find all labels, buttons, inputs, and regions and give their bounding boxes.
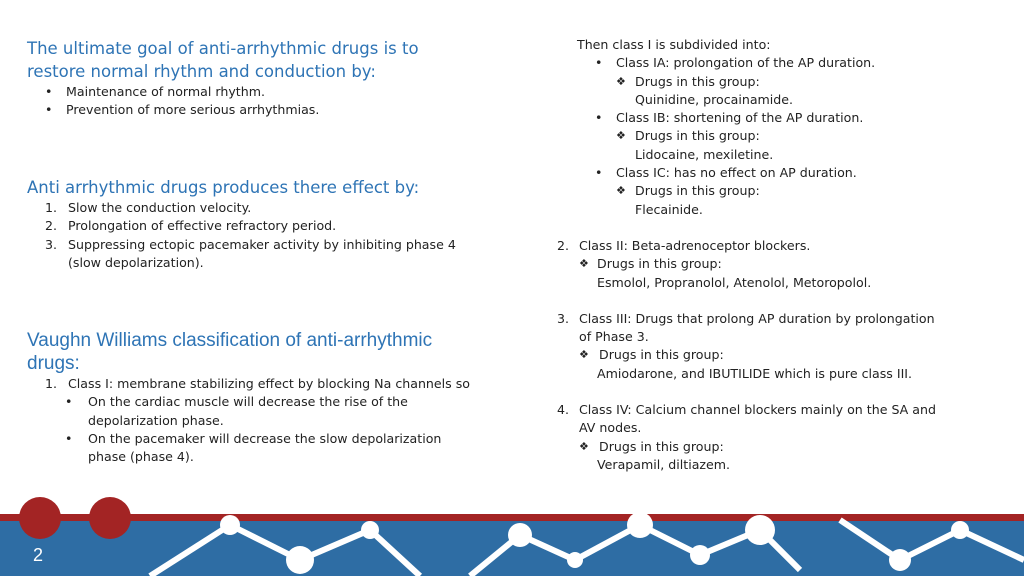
goal-heading: The ultimate goal of anti-arrhythmic drugs is to restore normal rhythm and conduction by: (27, 39, 419, 81)
vw-heading: Vaughn Williams classification of anti-arrhythmic drugs: (27, 330, 433, 374)
list-item: 3. Class III: Drugs that prolong AP duration by prolongation of Phase 3. ❖ Drugs in this group: Amiodarone, and IBUTILIDE which is pure class III. (557, 310, 935, 381)
list-item: • Prevention of more serious arrhythmias. (45, 101, 497, 119)
list-item: • Maintenance of normal rhythm. (45, 83, 497, 101)
bullet-dot-icon: • (65, 394, 73, 410)
network-node (508, 523, 532, 547)
network-node (627, 512, 653, 538)
list-item: 2. Prolongation of effective refractory period. (45, 218, 337, 234)
list-item: • On the pacemaker will decrease the slow depolarization phase (phase 4). (65, 430, 497, 467)
four-diamond-icon: ❖ (616, 129, 626, 143)
list-item: 1. Slow the conduction velocity. (45, 200, 252, 215)
list-item: • Class IC: has no effect on AP duration. ❖ Drugs in this group: Flecainide. (595, 165, 857, 217)
network-node (220, 515, 240, 535)
four-diamond-icon: ❖ (616, 184, 626, 198)
list-item: 3. Suppressing ectopic pacemaker activity by inhibiting phase 4 (slow depolarization). (45, 236, 456, 270)
bullet-dot-icon: • (595, 165, 603, 181)
network-node (690, 545, 710, 565)
red-node (89, 497, 131, 539)
network-node (286, 546, 314, 574)
four-diamond-icon: ❖ (579, 348, 589, 362)
bullet-dot-icon: • (45, 102, 53, 118)
effect-heading: Anti arrhythmic drugs produces there effect by: (27, 178, 420, 197)
list-item: 1. Class I: membrane stabilizing effect by blocking Na channels so (45, 376, 470, 391)
bullet-dot-icon: • (65, 430, 73, 446)
page-number: 2 (33, 545, 44, 565)
list-item: • On the cardiac muscle will decrease the rise of the depolarization phase. (65, 393, 497, 430)
four-diamond-icon: ❖ (579, 257, 589, 271)
network-node (567, 552, 583, 568)
network-node (361, 521, 379, 539)
four-diamond-icon: ❖ (579, 439, 589, 453)
list-item: • Class IA: prolongation of the AP duration. ❖ Drugs in this group: Quinidine, procainamide. (595, 55, 876, 107)
class-one-intro: Then class I is subdivided into: (577, 37, 771, 52)
bullet-dot-icon: • (45, 84, 53, 99)
list-item: 4. Class IV: Calcium channel blockers mainly on the SA and AV nodes. ❖ Drugs in this group: Verapamil, diltiazem. (557, 402, 936, 472)
footer-red-line (0, 514, 1024, 521)
list-item: • Class IB: shortening of the AP duration. ❖ Drugs in this group: Lidocaine, mexiletine. (595, 110, 864, 162)
list-item: 2. Class II: Beta-adrenoceptor blockers. ❖ Drugs in this group: Esmolol, Propranolol, Atenolol, Metoropolol. (557, 237, 872, 290)
network-node (889, 549, 911, 571)
network-node (745, 515, 775, 545)
bullet-dot-icon: • (595, 55, 603, 71)
network-node (951, 521, 969, 539)
four-diamond-icon: ❖ (616, 74, 626, 88)
red-node (19, 497, 61, 539)
bullet-dot-icon: • (595, 110, 603, 126)
